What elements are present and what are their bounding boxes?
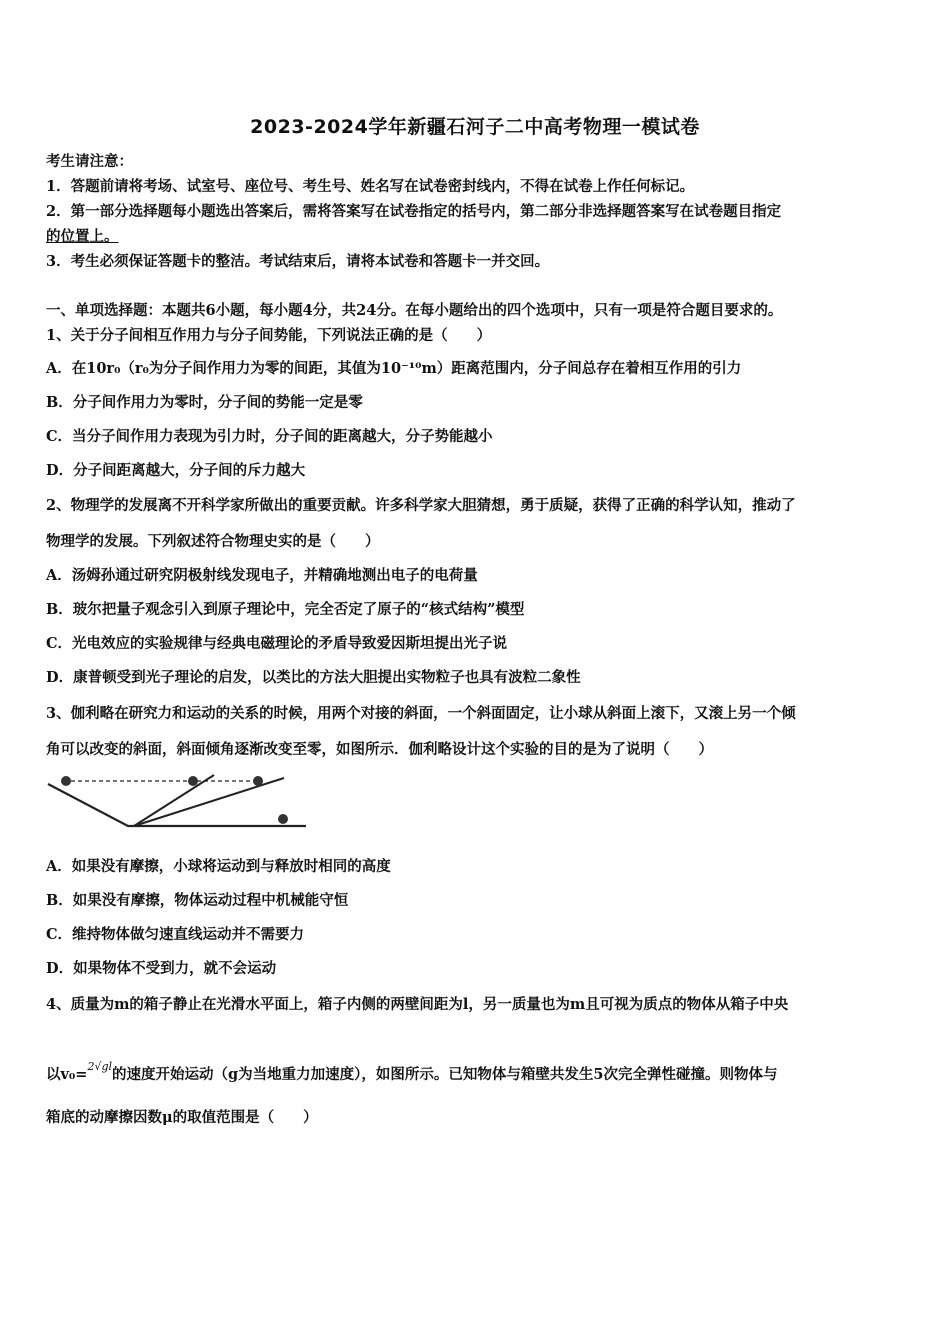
q4-stem-line2 [46, 1057, 916, 1085]
section-heading: 一、单项选择题：本题共6小题，每小题4分，共24分。在每小题给出的四个选项中，只有一项是符合题目要求的。 [46, 302, 783, 319]
q3-stem-line2: 角可以改变的斜面，斜面倾角逐渐改变至零，如图所示．伽利略设计这个实验的目的是为了说明（ ） [46, 741, 713, 758]
q2-option-a: A．汤姆孙通过研究阴极射线发现电子，并精确地测出电子的电荷量 [46, 567, 478, 584]
q2-stem-line2: 物理学的发展。下列叙述符合物理史实的是（ ） [46, 533, 380, 550]
ball-steep [188, 776, 198, 786]
q4-v0-label: 以v₀= [46, 1066, 88, 1083]
q2-option-d: D．康普顿受到光子理论的启发，以类比的方法大胆提出实物粒子也具有波粒二象性 [46, 669, 581, 686]
q3-stem-line1: 3、伽利略在研究力和运动的关系的时候，用两个对接的斜面，一个斜面固定，让小球从斜面上滚下，又滚上另一个倾 [46, 705, 796, 722]
q4-stem-line3: 箱底的动摩擦因数μ的取值范围是（ ） [46, 1109, 318, 1126]
q2-option-c: C．光电效应的实验规律与经典电磁理论的矛盾导致爱因斯坦提出光子说 [46, 635, 508, 652]
ball-floor [278, 814, 288, 824]
q3-option-a: A．如果没有摩擦，小球将运动到与释放时相同的高度 [46, 858, 391, 875]
q4-stem-line1: 4、质量为m的箱子静止在光滑水平面上，箱子内侧的两壁间距为l，另一质量也为m且可视为质点的物体从箱子中央 [46, 996, 789, 1013]
notice-item-2-cont: 的位置上。 [46, 228, 119, 245]
q1-stem: 1、关于分子间相互作用力与分子间势能，下列说法正确的是（ ） [46, 327, 492, 344]
q2-stem-line1: 2、物理学的发展离不开科学家所做出的重要贡献。许多科学家大胆猜想，勇于质疑，获得了正确的科学认知，推动了 [46, 497, 796, 514]
q3-option-c: C．维持物体做匀速直线运动并不需要力 [46, 926, 305, 943]
q4-v0-formula: 2√gl [87, 1060, 113, 1073]
q2-option-b: B．玻尔把量子观念引入到原子理论中，完全否定了原子的“核式结构”模型 [46, 601, 525, 618]
q1-option-d: D．分子间距离越大，分子间的斥力越大 [46, 462, 306, 479]
q3-option-d: D．如果物体不受到力，就不会运动 [46, 960, 277, 977]
q1-option-c: C．当分子间作用力表现为引力时，分子间的距离越大，分子势能越小 [46, 428, 493, 445]
inclined-plane-figure [44, 770, 314, 832]
steep-slope [134, 775, 214, 826]
q3-option-b: B．如果没有摩擦，物体运动过程中机械能守恒 [46, 892, 349, 909]
ball-gentle [253, 776, 263, 786]
page-title: 2023-2024学年新疆石河子二中高考物理一模试卷 [250, 116, 700, 138]
q1-option-b: B．分子间作用力为零时，分子间的势能一定是零 [46, 394, 363, 411]
gentle-slope [134, 778, 284, 826]
notice-item-1: 1．答题前请将考场、试室号、座位号、考生号、姓名写在试卷密封线内，不得在试卷上作任何标记。 [46, 178, 695, 195]
notice-item-2: 2．第一部分选择题每小题选出答案后，需将答案写在试卷指定的括号内，第二部分非选择题答案写在试卷题目指定 [46, 203, 782, 220]
notice-heading: 考生请注意： [46, 153, 133, 170]
q1-option-a: A．在10r₀（r₀为分子间作用力为零的间距，其值为10⁻¹⁰m）距离范围内，分子间总存在着相互作用的引力 [46, 360, 742, 377]
q4-stem-line2-text: 的速度开始运动（g为当地重力加速度），如图所示。已知物体与箱壁共发生5次完全弹性碰撞。则物体与 [112, 1066, 778, 1083]
fixed-slope-and-floor [48, 784, 306, 826]
notice-item-3: 3．考生必须保证答题卡的整洁。考试结束后，请将本试卷和答题卡一并交回。 [46, 253, 550, 270]
ball-start [61, 776, 71, 786]
